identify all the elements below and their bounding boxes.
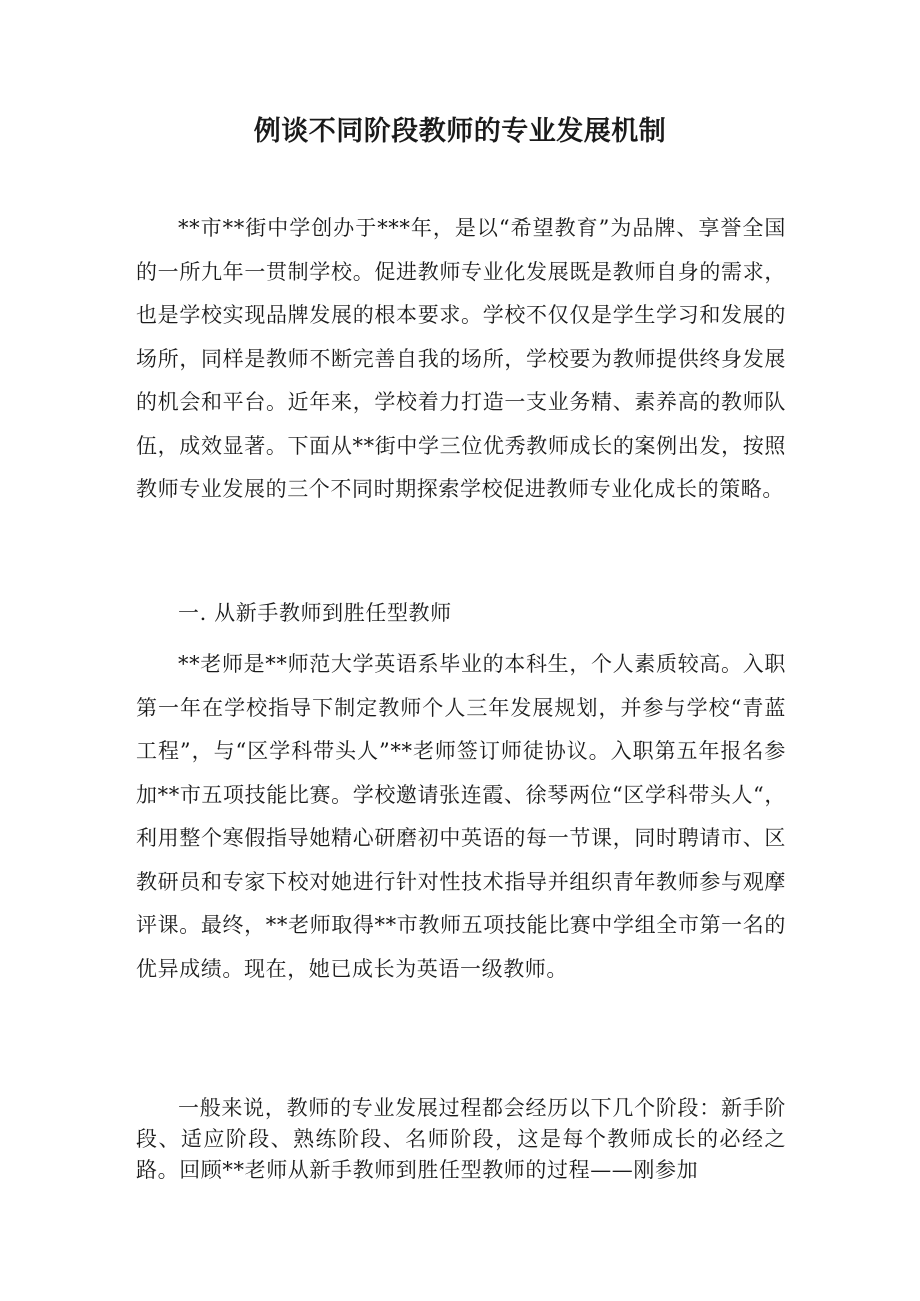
case-paragraph: **老师是**师范大学英语系毕业的本科生，个人素质较高。入职第一年在学校指导下制定教师个人三年发展规划，并参与学校“青蓝工程”，与“区学科带头人”**老师签订师徒协议。入职第五年报名参加**市五项技能比赛。学校邀请张连霞、徐琴两位“区学科带头人“，利用整个寒假指导她精心研磨初中英语的每一节课，同时聘请市、区教研员和专家下校对她进行针对性技术指导并组织青年教师参与观摩评课。最终，**老师取得**市教师五项技能比赛中学组全市第一名的优异成绩。现在，她已成长为英语一级教师。 — [136, 652, 786, 981]
section-heading: 一. 从新手教师到胜任型教师 — [178, 601, 452, 625]
intro-paragraph: **市**街中学创办于***年，是以“希望教育”为品牌、享誉全国的一所九年一贯制学校。促进教师专业化发展既是教师自身的需求，也是学校实现品牌发展的根本要求。学校不仅仅是学生学习和发展的场所，同样是教师不断完善自我的场所，学校要为教师提供终身发展的机会和平台。近年来，学校着力打造一支业务精、素养高的教师队伍，成效显著。下面从**街中学三位优秀教师成长的案例出发，按照教师专业发展的三个不同时期探索学校促进教师专业化成长的策略。 — [136, 216, 786, 501]
document-title: 例谈不同阶段教师的专业发展机制 — [253, 116, 667, 147]
analysis-paragraph: 一般来说，教师的专业发展过程都会经历以下几个阶段：新手阶段、适应阶段、熟练阶段、名师阶段，这是每个教师成长的必经之路。回顾**老师从新手教师到胜任型教师的过程——刚参加 — [136, 1096, 786, 1182]
